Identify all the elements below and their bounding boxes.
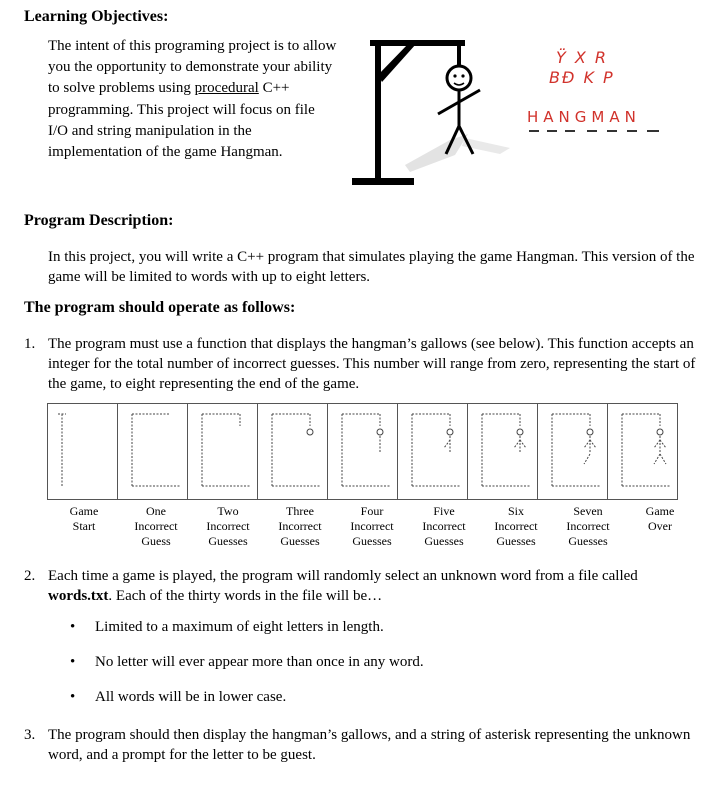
hangman-head <box>307 429 313 435</box>
hangman-right-arm <box>590 440 596 448</box>
caption-line: Start <box>72 519 96 533</box>
gallows-stage-cell <box>608 404 678 500</box>
gallows-stage-cell <box>188 404 258 500</box>
gallows-stage-cell <box>118 404 188 500</box>
caption-line: Incorrect <box>278 519 322 533</box>
caption-line: Six <box>507 504 524 518</box>
caption-line: Three <box>286 504 314 518</box>
gallows-stage-drawing <box>258 404 327 499</box>
bullet-icon: • <box>70 654 76 670</box>
hangman-head <box>657 429 663 435</box>
hangman-head <box>517 429 523 435</box>
intro-paragraph <box>48 36 338 163</box>
gallows-stage-caption <box>120 504 192 549</box>
gallows-stage-caption <box>480 504 552 549</box>
gallows-stages-table <box>47 403 678 500</box>
item-1-text: The program must use a function that displays the hangman’s gallows (see below). This function accepts an integer for the total number of incorrect guesses. This number will range from zero, representing the start of the game, to eight representing the end of the game. <box>48 336 696 392</box>
gallows-stage-drawing <box>328 404 397 499</box>
caption-line: Seven <box>573 504 603 518</box>
hangman-right-arm <box>660 440 666 448</box>
gallows-stage-cell <box>468 404 538 500</box>
item-2-text-start: Each time a game is played, the program will randomly select an unknown word from a file called <box>48 568 638 584</box>
gallows-stage-drawing <box>118 404 187 499</box>
gallows-stage-cell <box>258 404 328 500</box>
crossed-letters-bottom: BÐ K P <box>549 68 615 87</box>
item-2-number: 2. <box>24 568 36 584</box>
hangman-left-leg <box>654 454 660 464</box>
caption-line: Guesses <box>568 534 608 548</box>
item-2-text-end: . Each of the thirty words in the file will be… <box>108 588 383 604</box>
gallows-stage-drawing <box>468 404 537 499</box>
bullet-text: Limited to a maximum of eight letters in length. <box>95 619 384 635</box>
hangman-head <box>447 429 453 435</box>
gallows-stage-cell <box>398 404 468 500</box>
hangman-left-arm <box>584 440 590 448</box>
hangman-right-arm <box>520 440 526 448</box>
hangman-illustration <box>350 30 530 190</box>
item-3-text: The program should then display the hangman’s gallows, and a string of asterisk representing the unknown word, and a prompt for the letter to be guest. <box>48 727 691 763</box>
intro-underlined-word: procedural <box>194 80 259 97</box>
caption-line: One <box>146 504 166 518</box>
gallows-stage-caption <box>552 504 624 549</box>
crossed-letters-top: Ÿ X R <box>556 48 609 67</box>
bullet-icon: • <box>70 689 76 705</box>
program-description-text: In this project, you will write a C++ program that simulates playing the game Hangman. This version of the game will be limited to words with up to eight letters. <box>48 249 695 285</box>
caption-line: Guesses <box>208 534 248 548</box>
hangman-head <box>587 429 593 435</box>
caption-line: Five <box>433 504 455 518</box>
gallows-stage-drawing <box>188 404 257 499</box>
caption-line: Game <box>69 504 99 518</box>
hangman-left-arm <box>444 440 450 448</box>
caption-line: Guesses <box>496 534 536 548</box>
gallows-stage-caption <box>264 504 336 549</box>
caption-line: Guess <box>141 534 171 548</box>
gallows-stage-caption <box>336 504 408 549</box>
item-1-number: 1. <box>24 336 36 352</box>
hangman-left-arm <box>654 440 660 448</box>
hangman-left-leg <box>584 454 590 464</box>
item-2-text <box>48 566 700 606</box>
hangman-left-arm <box>514 440 520 448</box>
gallows-stage-drawing <box>538 404 607 499</box>
caption-line: Incorrect <box>350 519 394 533</box>
gallows-stage-drawing <box>608 404 677 499</box>
caption-line: Incorrect <box>206 519 250 533</box>
caption-line: Over <box>648 519 672 533</box>
bullet-icon: • <box>70 619 76 635</box>
caption-line: Guesses <box>424 534 464 548</box>
bullet-text: No letter will ever appear more than once in any word. <box>95 654 424 670</box>
intro-text-1: The intent of this programing project is to allow you the opportunity to demonstrate your ability to solve problems using <box>48 38 337 97</box>
gallows-stage-caption <box>192 504 264 549</box>
words-file-name: words.txt <box>48 588 109 604</box>
caption-line: Incorrect <box>494 519 538 533</box>
gallows-stage-drawing <box>48 404 117 499</box>
gallows-stage-cell <box>48 404 118 500</box>
gallows-stage-cell <box>328 404 398 500</box>
caption-line: Two <box>217 504 239 518</box>
program-description-heading: Program Description: <box>24 212 174 229</box>
gallows-stage-caption <box>624 504 696 534</box>
item-3-number: 3. <box>24 727 36 743</box>
caption-line: Incorrect <box>134 519 178 533</box>
caption-line: Game <box>645 504 675 518</box>
gallows-stage-caption <box>48 504 120 534</box>
operation-heading: The program should operate as follows: <box>24 299 296 316</box>
caption-line: Incorrect <box>566 519 610 533</box>
caption-line: Guesses <box>352 534 392 548</box>
caption-line: Guesses <box>280 534 320 548</box>
learning-objectives-heading: Learning Objectives: <box>24 8 169 25</box>
gallows-stage-cell <box>538 404 608 500</box>
hangman-logo-word: HANGMAN <box>527 108 641 126</box>
bullet-text: All words will be in lower case. <box>95 689 287 705</box>
hangman-head <box>377 429 383 435</box>
caption-line: Incorrect <box>422 519 466 533</box>
caption-line: Four <box>360 504 384 518</box>
gallows-stage-drawing <box>398 404 467 499</box>
gallows-stage-caption <box>408 504 480 549</box>
logo-dashes <box>527 128 677 134</box>
intro-text-2: C++ programming. This project will focus on file I/O and string manipulation in the implementation of the game Hangman. <box>48 80 315 161</box>
hangman-right-leg <box>660 454 666 464</box>
